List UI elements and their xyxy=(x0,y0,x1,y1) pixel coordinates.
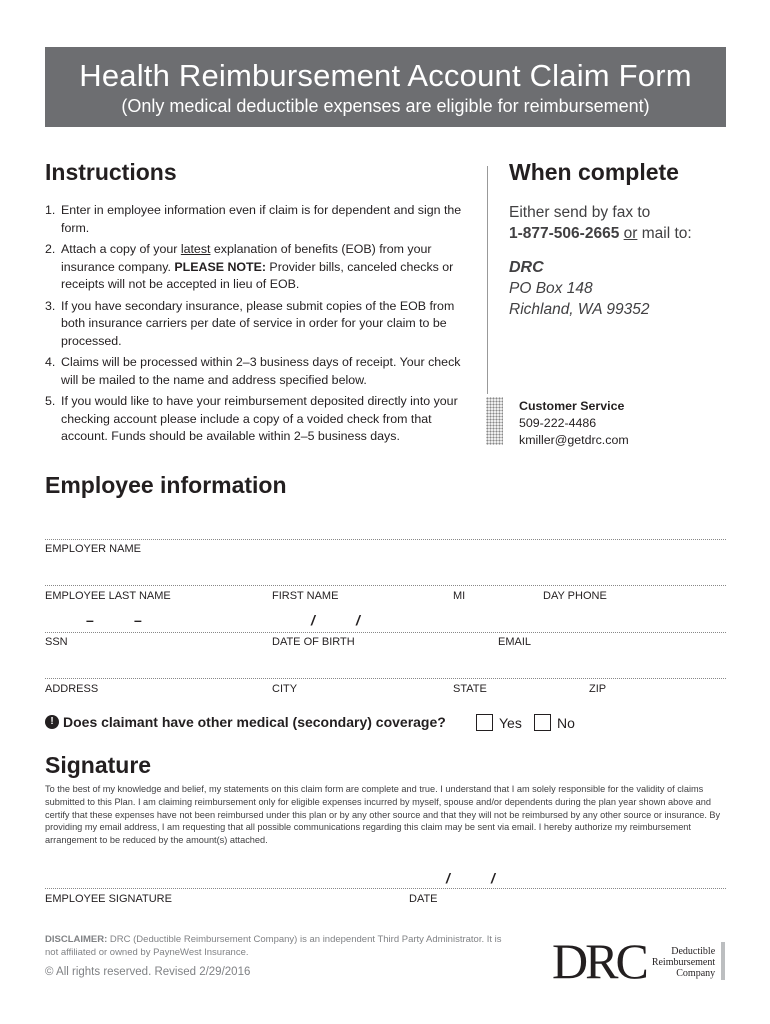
form-header xyxy=(45,47,726,127)
coverage-yes-label: Yes xyxy=(499,715,522,731)
customer-service: Customer Service 509-222-4486 kmiller@getdrc.com xyxy=(519,399,629,447)
dob-label: DATE OF BIRTH xyxy=(272,636,355,648)
signature-statement: To the best of my knowledge and belief, my statements on this claim form are complete and true. I understand that I am solely responsible for the validity of claims submitted to this Plan. I am claiming reimbursement only for eligible expenses incurred by myself, spouse and/or dependents during the plan year shown above and certify that these expenses have not been reimbursed under this plan or by any other source and that they will not be reimbursed by any other source or insurance. By providing my email address, I am requesting that all possible communications regarding this claim may be sent via email. I hereby authorize my reimbursement arrangement to be reduced by the amount(s) attached. xyxy=(45,784,721,846)
email-label: EMAIL xyxy=(498,636,532,648)
column-divider xyxy=(487,166,488,394)
first-name-label: FIRST NAME xyxy=(272,590,339,602)
state-label: STATE xyxy=(453,683,487,695)
instruction-item: 4. Claims will be processed within 2–3 business days of receipt. Your check will be mailed to the name and address specified below. xyxy=(45,355,461,387)
employee-info-heading: Employee information xyxy=(45,472,287,498)
instruction-item: 5. If you would like to have your reimbursement deposited directly into your checking account please include a copy of a voided check from that account. Funds should be available within 2–5 business days. xyxy=(45,394,458,443)
instruction-item: 1. Enter in employee information even if claim is for dependent and sign the form. xyxy=(45,203,462,235)
form-subtitle: (Only medical deductible expenses are eligible for reimbursement) xyxy=(121,96,650,116)
fax-instructions: Either send by fax to 1-877-506-2665 or mail to: xyxy=(509,204,692,242)
address-label: ADDRESS xyxy=(45,683,99,695)
decorative-dot-bar xyxy=(486,397,503,445)
alert-icon: ! xyxy=(45,715,59,729)
fax-number: 1-877-506-2665 xyxy=(509,225,620,242)
when-complete-heading: When complete xyxy=(509,159,679,185)
disclaimer: DISCLAIMER: DRC (Deductible Reimbursement Company) is an independent Third Party Administrator. It is not affiliated or owned by PayneWest Insurance. xyxy=(45,934,502,958)
instructions-heading: Instructions xyxy=(45,159,177,185)
coverage-question: ! Does claimant have other medical (secondary) coverage? xyxy=(45,714,446,730)
employee-signature-label: EMPLOYEE SIGNATURE xyxy=(45,893,172,905)
drc-logo xyxy=(552,933,725,989)
day-phone-label: DAY PHONE xyxy=(543,590,607,602)
employer-name-field[interactable] xyxy=(45,539,726,540)
signature-field[interactable] xyxy=(45,888,726,889)
name-row-field[interactable] xyxy=(45,585,726,586)
ssn-row-field[interactable] xyxy=(45,632,726,633)
ssn-dash: – xyxy=(134,612,142,628)
copyright: © All rights reserved. Revised 2/29/2016 xyxy=(45,966,251,978)
drc-logo-words: Deductible Reimbursement Company xyxy=(652,942,725,980)
employer-name-label: EMPLOYER NAME xyxy=(45,543,141,555)
coverage-yes-checkbox[interactable] xyxy=(476,714,493,731)
customer-service-email: kmiller@getdrc.com xyxy=(519,433,629,447)
dob-slash: / xyxy=(311,612,315,628)
date-slash: / xyxy=(491,870,495,886)
coverage-no-checkbox[interactable] xyxy=(534,714,551,731)
ssn-label: SSN xyxy=(45,636,68,648)
zip-label: ZIP xyxy=(589,683,607,695)
ssn-dash: – xyxy=(86,612,94,628)
coverage-no-label: No xyxy=(557,715,575,731)
instructions-list xyxy=(45,202,465,450)
mi-label: MI xyxy=(453,590,466,602)
drc-logo-letters: DRC xyxy=(552,933,646,989)
customer-service-phone: 509-222-4486 xyxy=(519,416,597,430)
signature-heading: Signature xyxy=(45,752,152,778)
date-slash: / xyxy=(446,870,450,886)
instruction-item: 2. Attach a copy of your latest explanation of benefits (EOB) from your insurance company. PLEASE NOTE: Provider bills, canceled checks or receipts will not be accepted in lieu of EOB. xyxy=(45,242,454,291)
form-title: Health Reimbursement Account Claim Form xyxy=(79,58,692,93)
signature-date-label: DATE xyxy=(409,893,438,905)
address-row-field[interactable] xyxy=(45,678,726,679)
city-label: CITY xyxy=(272,683,298,695)
mailing-address: DRC PO Box 148 Richland, WA 99352 xyxy=(509,259,650,318)
dob-slash: / xyxy=(356,612,360,628)
last-name-label: EMPLOYEE LAST NAME xyxy=(45,590,171,602)
instruction-item: 3. If you have secondary insurance, please submit copies of the EOB from both insurance carriers per date of service in order for your claim to be processed. xyxy=(45,298,455,348)
